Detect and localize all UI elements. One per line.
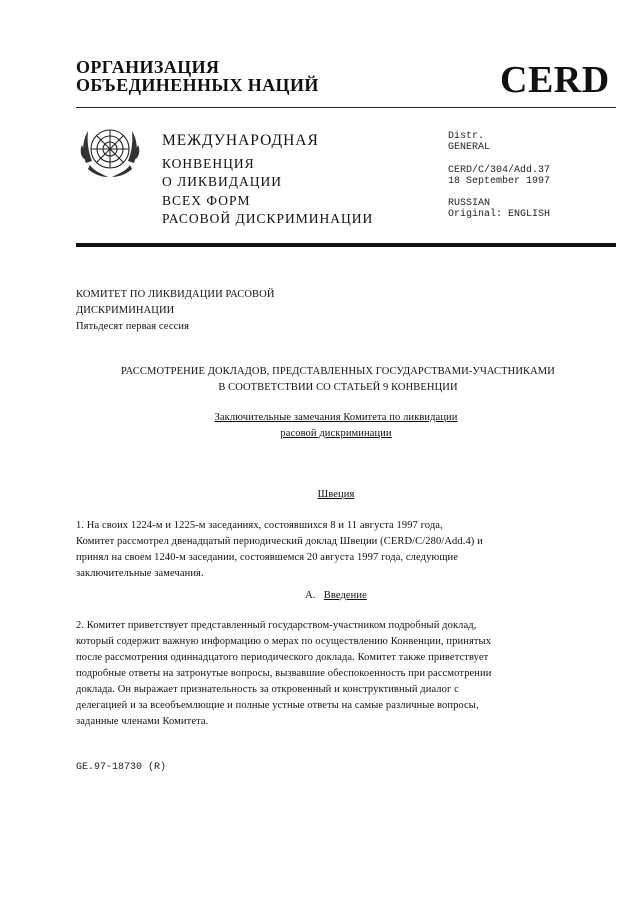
para1-line2: Комитет рассмотрел двенадцатый периодический доклад Швеции (CERD/C/280/Add.4) и: [76, 536, 483, 547]
subtitle-line2: расовой дискриминации: [280, 428, 392, 439]
convention-line1: МЕЖДУНАРОДНАЯ: [162, 132, 319, 149]
document-date: 18 September 1997: [448, 176, 551, 187]
para2-line7: заданные членами Комитета.: [76, 716, 209, 727]
header-bottom-rule: [76, 243, 616, 247]
country-name: Швеция: [317, 489, 355, 500]
distr-value: GENERAL: [448, 142, 491, 153]
subtitle-line1: Заключительные замечания Комитета по ликвидации: [214, 412, 458, 423]
para1-line4: заключительные замечания.: [76, 568, 204, 579]
distr-label: Distr.: [448, 131, 485, 142]
para1-line3: принял на своем 1240-м заседании, состоявшемся 20 августа 1997 года, следующие: [76, 552, 459, 563]
section-a-heading: [76, 588, 596, 604]
document-subtitle: [76, 410, 596, 442]
country-heading: [76, 487, 596, 503]
convention-line2: КОНВЕНЦИЯ: [162, 156, 255, 171]
document-symbol: CERD/C/304/Add.37: [448, 165, 551, 176]
title-line2: В СООТВЕТСТВИИ СО СТАТЬЕЙ 9 КОНВЕНЦИИ: [218, 382, 458, 393]
header-divider: [76, 107, 616, 108]
session-name: Пятьдесят первая сессия: [76, 321, 190, 332]
org-name-line2: ОБЪЕДИНЕННЫХ НАЦИЙ: [76, 75, 319, 95]
committee-line2: ДИСКРИМИНАЦИИ: [76, 305, 175, 316]
document-series-cerd: CERD: [500, 59, 610, 101]
para2-line5: доклада. Он выражает признательность за откровенный и конструктивный диалог с: [76, 684, 459, 695]
un-emblem-icon: [78, 119, 142, 183]
para2-line2: который содержит важную информацию о мерах по осуществлению Конвенции, принятых: [76, 636, 492, 647]
committee-line1: КОМИТЕТ ПО ЛИКВИДАЦИИ РАСОВОЙ: [76, 289, 275, 300]
job-number: GE.97-18730 (R): [76, 762, 167, 773]
para1-line1: 1. На своих 1224-м и 1225-м заседаниях, состоявшихся 8 и 11 августа 1997 года,: [76, 520, 443, 531]
para2-line4: подробные ответы на затронутые вопросы, вызвавшие обеспокоенность при рассмотрении: [76, 668, 492, 679]
para2-line6: делегацией и за всеобъемлющие и полные устные ответы на самые различные вопросы,: [76, 700, 479, 711]
section-a-label: А.: [305, 590, 316, 601]
original-language: Original: ENGLISH: [448, 209, 551, 220]
committee-heading: [76, 287, 558, 335]
para2-line1: 2. Комитет приветствует представленный государством-участником подробный доклад,: [76, 620, 477, 631]
convention-line5: РАСОВОЙ ДИСКРИМИНАЦИИ: [162, 211, 374, 226]
paragraph-2: [76, 618, 558, 730]
section-a-title: Введение: [323, 590, 367, 601]
para2-line3: после рассмотрения одиннадцатого периодического доклада. Комитет также приветствует: [76, 652, 489, 663]
document-title: [80, 364, 596, 396]
document-language: RUSSIAN: [448, 198, 491, 209]
paragraph-1: [76, 518, 558, 582]
convention-line4: ВСЕХ ФОРМ: [162, 193, 251, 208]
org-name-line1: ОРГАНИЗАЦИЯ: [76, 57, 220, 77]
convention-line3: О ЛИКВИДАЦИИ: [162, 174, 282, 189]
title-line1: РАССМОТРЕНИЕ ДОКЛАДОВ, ПРЕДСТАВЛЕННЫХ ГОСУДАРСТВАМИ-УЧАСТНИКАМИ: [121, 366, 555, 377]
